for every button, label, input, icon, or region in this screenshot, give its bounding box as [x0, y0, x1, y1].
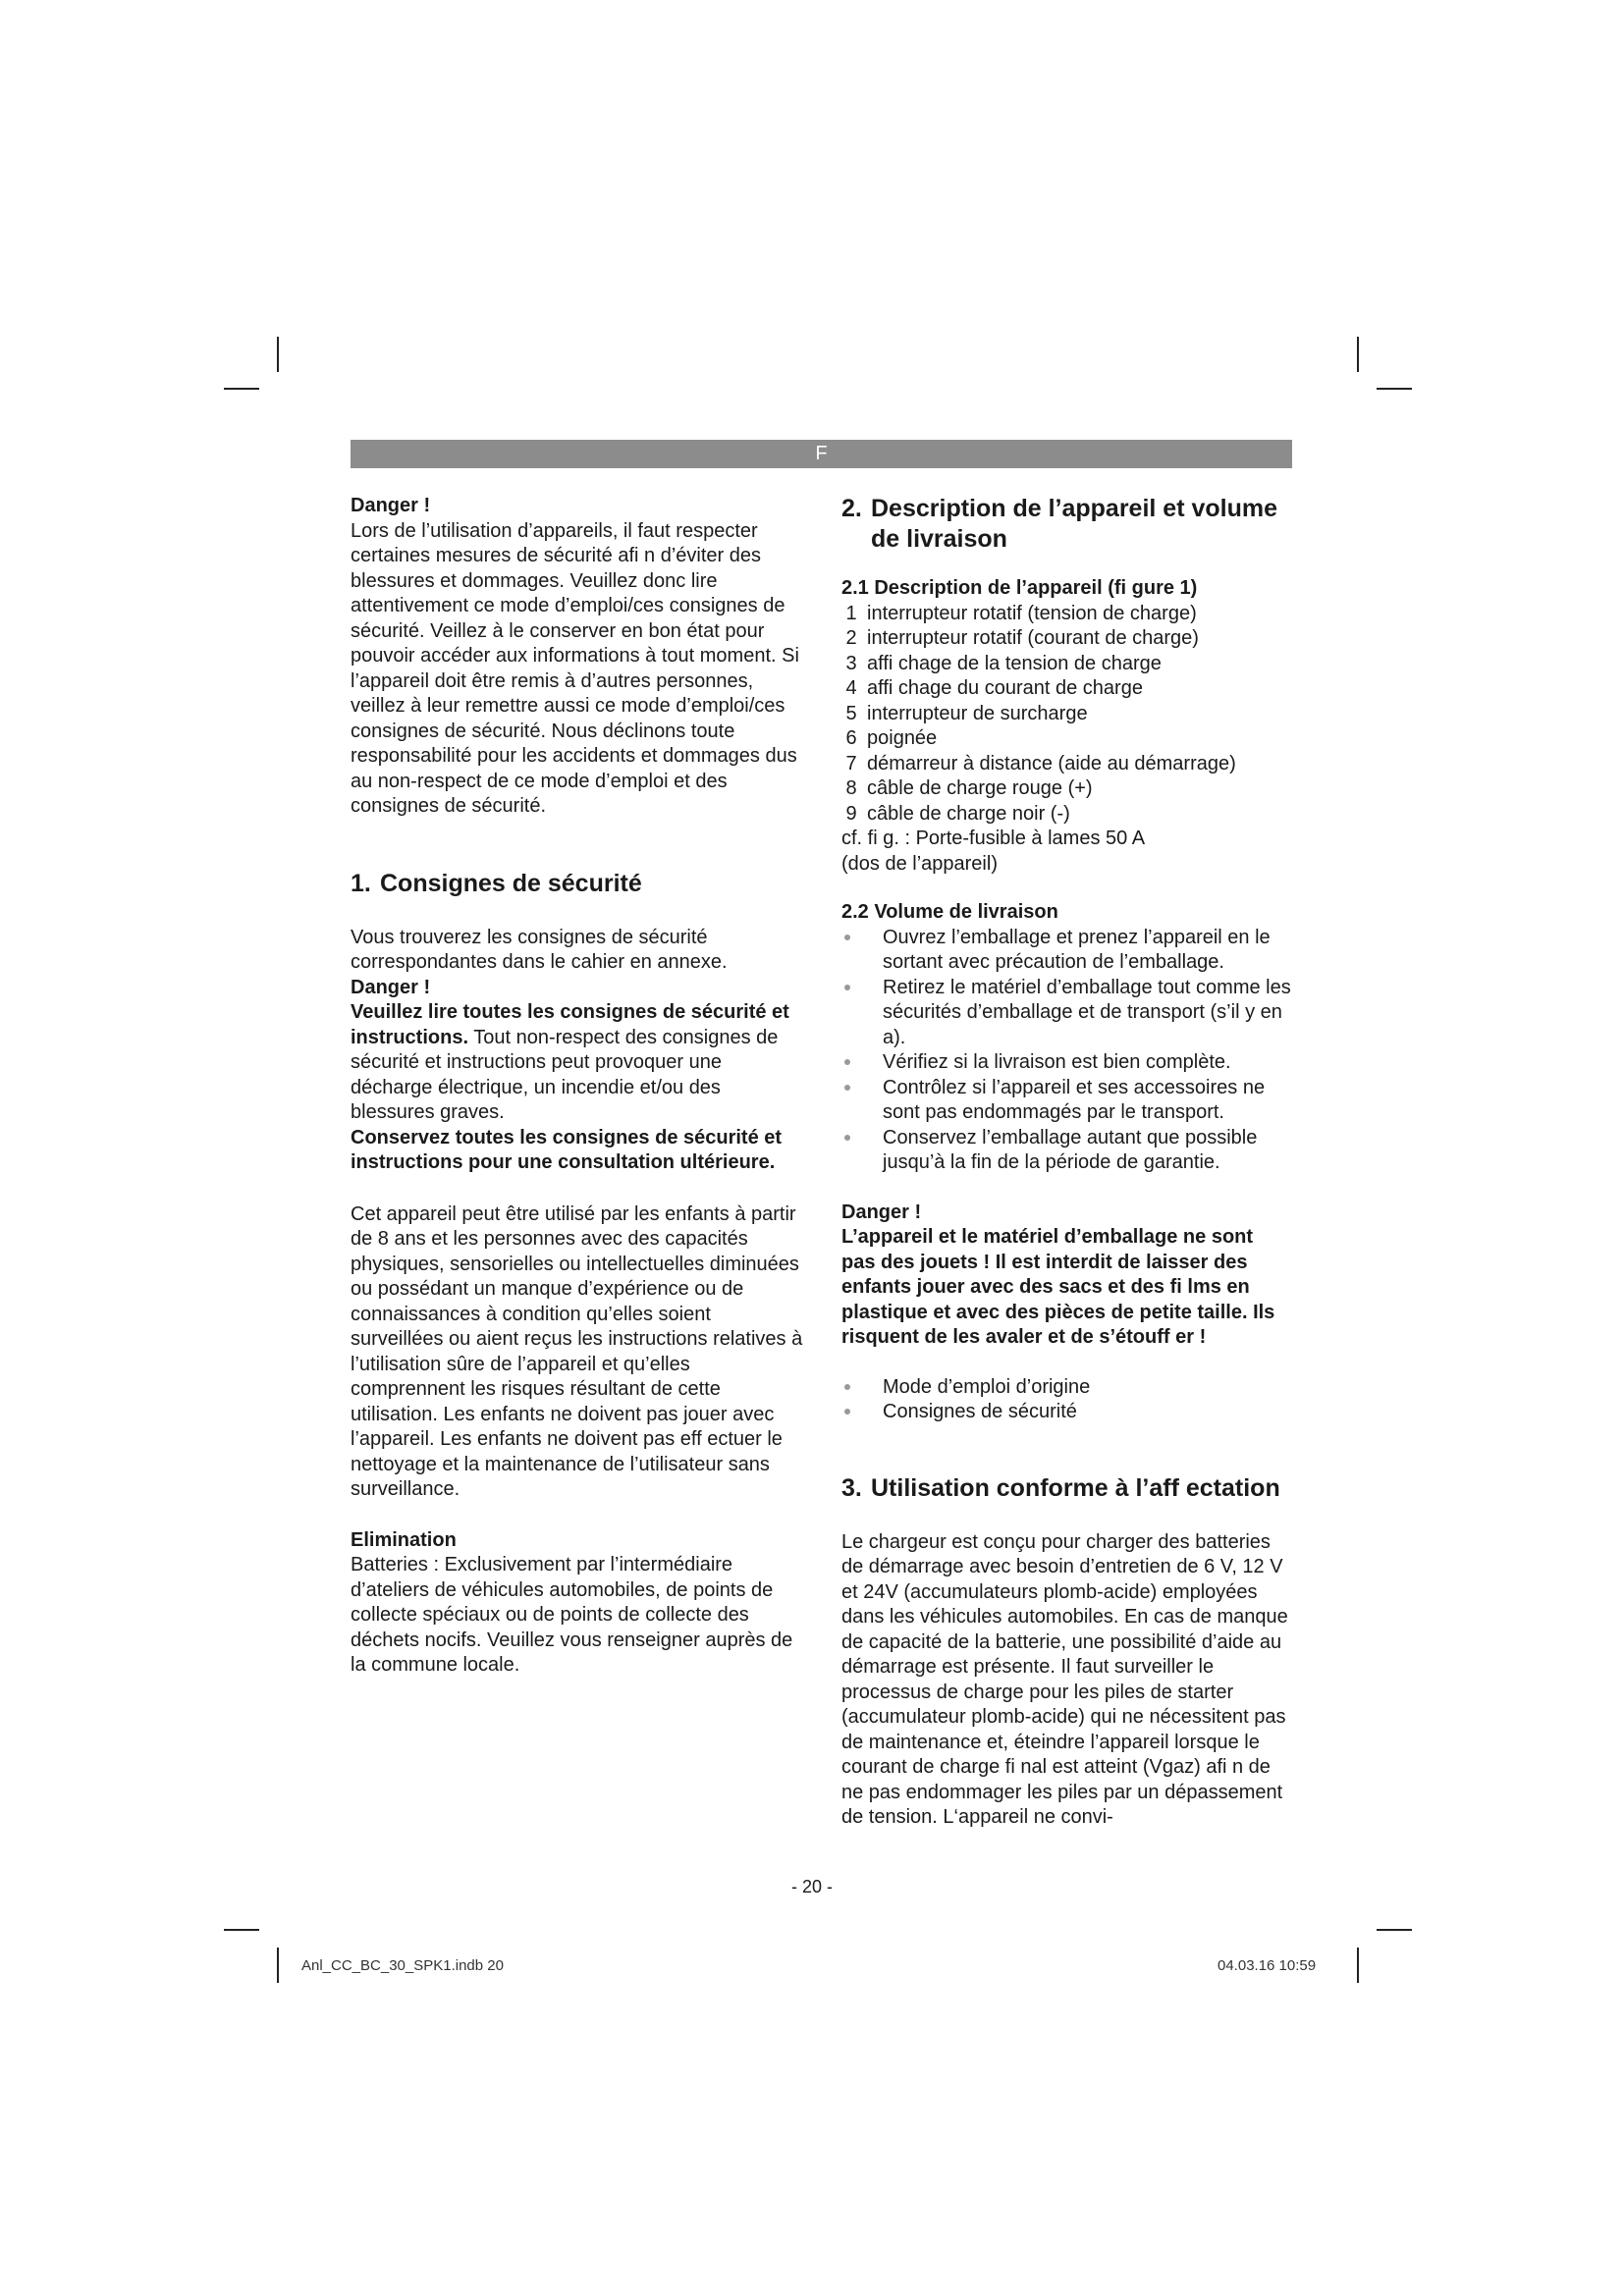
danger-title: Danger ! — [841, 1201, 922, 1223]
parts-list — [841, 602, 1292, 828]
subsection-2-2-title: 2.2 Volume de livraison — [841, 901, 1058, 923]
section-number: 3. — [841, 1473, 862, 1502]
fuse-note: cf. fi g. : Porte-fusible à lames 50 A — [841, 828, 1146, 849]
elimination-paragraph: Batteries : Exclusivement par l’intermédiaire d’ateliers de véhicules automobiles, de points de collecte spéciaux ou de points de collecte des déchets nocifs. Veuillez vous renseigner auprès de la commune locale. — [351, 1554, 793, 1676]
list-item: Conservez l’emballage autant que possible jusqu’à la fin de la période de garantie. — [841, 1126, 1292, 1176]
right-column — [841, 494, 1292, 1831]
crop-mark — [1357, 337, 1359, 372]
crop-mark — [224, 388, 259, 390]
crop-mark — [277, 1948, 279, 1983]
danger-paragraph — [351, 1000, 804, 1126]
list-item: Ouvrez l’emballage et prenez l’appareil en le sortant avec précaution de l’emballage. — [841, 926, 1292, 976]
print-date: 04.03.16 10:59 — [1218, 1957, 1317, 1974]
list-item: 6 poignée — [845, 727, 938, 749]
section-2-heading — [841, 494, 1292, 555]
language-header-bar — [351, 440, 1292, 468]
list-item: Retirez le matériel d’emballage tout comme les sécurités d’emballage et de transport (s’il y en a). — [841, 976, 1292, 1051]
list-item: 2 interrupteur rotatif (courant de charge) — [845, 627, 1199, 649]
danger-bold: Veuillez lire toutes les consignes de sécurité et instructions. — [351, 1001, 789, 1048]
danger-paragraph: Lors de l’utilisation d’appareils, il faut respecter certaines mesures de sécurité afi n d’éviter des blessures et dommages. Veuillez donc lire attentivement ce mode d’emploi/ces consignes de sécurité. Veillez à le conserver en bon état pour pouvoir accéder aux informations à tout moment. Si l’appareil doit être remis à d’autres personnes, veillez à leur remettre aussi ce mode d’emploi/ces consignes de sécurité. Nous déclinons toute responsabilité pour les accidents et dommages dus au non-respect de ce mode d’emploi et des consignes de sécurité. — [351, 519, 799, 817]
crop-mark — [1377, 388, 1412, 390]
section-3-heading — [841, 1473, 1292, 1504]
list-item: Contrôlez si l’appareil et ses accessoires ne sont pas endommagés par le transport. — [841, 1076, 1292, 1126]
left-column — [351, 494, 804, 1679]
elimination-title: Elimination — [351, 1528, 457, 1551]
danger-title: Danger ! — [351, 976, 431, 998]
crop-mark — [1377, 1929, 1412, 1931]
included-list — [841, 1375, 1292, 1425]
crop-mark — [1357, 1948, 1359, 1983]
list-item: 5 interrupteur de surcharge — [845, 702, 1088, 724]
list-item: 4 affi chage du courant de charge — [845, 677, 1143, 699]
subsection-2-1-title: 2.1 Description de l’appareil (fi gure 1) — [841, 577, 1198, 599]
list-item: 9 câble de charge noir (-) — [845, 802, 1070, 825]
intended-use-paragraph: Le chargeur est conçu pour charger des batteries de démarrage avec besoin d’entretien de 6 V, 12 V et 24V (accumulateurs plomb-acide) employées dans les véhicules automobiles. En cas de manque de capacité de la batterie, une possibilité d’aide au démarrage est présente. Il faut surveiller le processus de charge pour les piles de starter (accumulateur plomb-acide) qui ne nécessitent pas de maintenance et, éteindre l’appareil lorsque le courant de charge fi nal est atteint (Vgaz) afi n de ne pas endommager les piles par un dépassement de tension. L‘appareil ne convi- — [841, 1530, 1288, 1828]
section-title: Utilisation conforme à l’aff ectation — [871, 1473, 1280, 1502]
list-item: Consignes de sécurité — [841, 1400, 1292, 1425]
list-item: Mode d’emploi d’origine — [841, 1375, 1292, 1401]
children-paragraph: Cet appareil peut être utilisé par les enfants à partir de 8 ans et les personnes avec des capacités physiques, sensorielles ou intellectuelles diminuées ou possédant un manque d’expérience ou de connaissances à condition qu’elles soient surveillées ou aient reçus les instructions relatives à l’utilisation sûre de l’appareil et qu’elles comprennent les risques résultant de cette utilisation. Les enfants ne doivent pas jouer avec l’appareil. Les enfants ne doivent pas eff ectuer le nettoyage et la maintenance de l’utilisateur sans surveillance. — [351, 1202, 803, 1500]
danger-text: Tout non-respect des consignes de sécurité et instructions peut provoquer une décharge électrique, un incendie et/ou des blessures graves. — [351, 1026, 779, 1123]
danger-paragraph: L’appareil et le matériel d’emballage ne sont pas des jouets ! Il est interdit de laisser des enfants jouer avec des sacs et des fi lms en plastique et avec des pièces de petite taille. Ils risquent de les avaler et de s’étouff er ! — [841, 1226, 1275, 1348]
list-item: 7 démarreur à distance (aide au démarrage) — [845, 752, 1236, 774]
danger-title: Danger ! — [351, 495, 431, 516]
keep-instructions: Conservez toutes les consignes de sécurité et instructions pour une consultation ultérieure. — [351, 1126, 783, 1173]
delivery-list — [841, 926, 1292, 1176]
section-title: Description de l’appareil et volume de livraison — [871, 495, 1278, 553]
page-number: - 20 - — [790, 1877, 833, 1896]
language-label: F — [815, 443, 828, 464]
list-item: 3 affi chage de la tension de charge — [845, 652, 1162, 674]
list-item: 8 câble de charge rouge (+) — [845, 777, 1093, 799]
section-title: Consignes de sécurité — [380, 869, 642, 897]
crop-mark — [224, 1929, 259, 1931]
list-item: 1 interrupteur rotatif (tension de charge) — [845, 602, 1197, 624]
section-number: 1. — [351, 869, 371, 897]
section-1-heading — [351, 869, 804, 899]
safety-intro: Vous trouverez les consignes de sécurité correspondantes dans le cahier en annexe. — [351, 926, 728, 973]
list-item: Vérifiez si la livraison est bien complète. — [841, 1050, 1292, 1076]
crop-mark — [277, 337, 279, 372]
file-slug: Anl_CC_BC_30_SPK1.indb 20 — [301, 1957, 504, 1974]
section-number: 2. — [841, 495, 862, 522]
fuse-note-location: (dos de l’appareil) — [841, 852, 998, 875]
